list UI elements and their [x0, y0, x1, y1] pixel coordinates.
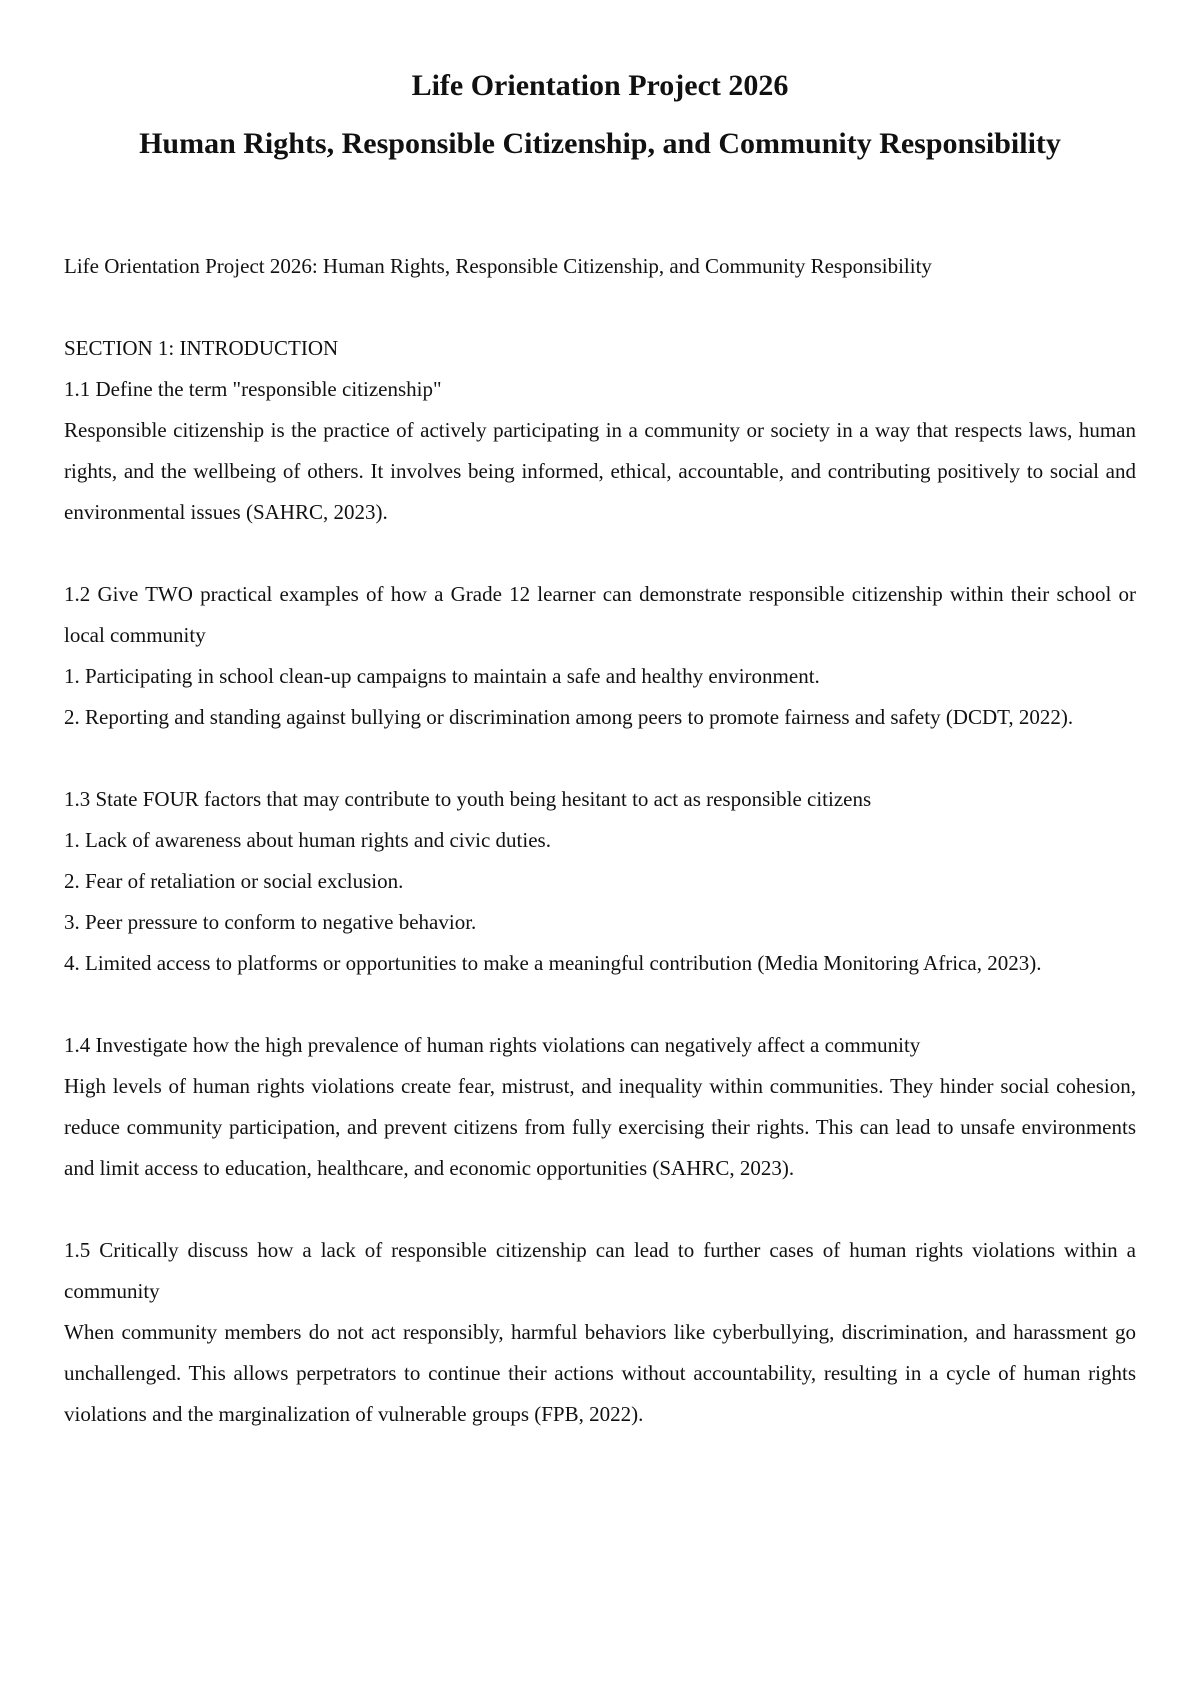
answer-1-4: High levels of human rights violations create fear, mistrust, and inequality within communities. They hinder social cohesion, reduce community participation, and prevent citizens from fully exercising their rights. This can lead to unsafe environments and limit access to education, healthcare, and economic opportunities (SAHRC, 2023).	[64, 1074, 1136, 1180]
question-1-5: 1.5 Critically discuss how a lack of responsible citizenship can lead to further cases of human rights violations within a community	[64, 1238, 1136, 1303]
spacer	[64, 984, 1136, 1025]
list-item: 2. Reporting and standing against bullying or discrimination among peers to promote fairness and safety (DCDT, 2022).	[64, 705, 1074, 729]
document-subtitle: Human Rights, Responsible Citizenship, and Community Responsibility	[139, 127, 1061, 160]
list-item: 1. Participating in school clean-up campaigns to maintain a safe and healthy environment.	[64, 664, 820, 688]
list-item: 1. Lack of awareness about human rights and civic duties.	[64, 828, 551, 852]
question-1-3: 1.3 State FOUR factors that may contribute to youth being hesitant to act as responsible citizens	[64, 787, 872, 811]
answer-1-5: When community members do not act responsibly, harmful behaviors like cyberbullying, discrimination, and harassment go unchallenged. This allows perpetrators to continue their actions without accountability, resulting in a cycle of human rights violations and the marginalization of vulnerable groups (FPB, 2022).	[64, 1320, 1136, 1426]
document-title: Life Orientation Project 2026	[411, 69, 789, 102]
spacer	[64, 1189, 1136, 1230]
list-item: 2. Fear of retaliation or social exclusion.	[64, 869, 404, 893]
answer-1-1: Responsible citizenship is the practice of actively participating in a community or society in a way that respects laws, human rights, and the wellbeing of others. It involves being informed, ethical, accountable, and contributing positively to social and environmental issues (SAHRC, 2023).	[64, 418, 1136, 524]
list-item: 4. Limited access to platforms or opportunities to make a meaningful contribution (Media Monitoring Africa, 2023).	[64, 951, 1042, 975]
spacer	[64, 287, 1136, 328]
question-1-1: 1.1 Define the term "responsible citizenship"	[64, 377, 442, 401]
spacer	[64, 533, 1136, 574]
document-body	[64, 246, 1136, 1435]
lead-line: Life Orientation Project 2026: Human Rights, Responsible Citizenship, and Community Responsibility	[64, 254, 932, 278]
spacer	[64, 738, 1136, 779]
list-item: 3. Peer pressure to conform to negative behavior.	[64, 910, 477, 934]
answer-list-1-2	[64, 656, 1136, 738]
question-1-4: 1.4 Investigate how the high prevalence of human rights violations can negatively affect a community	[64, 1033, 921, 1057]
question-1-2: 1.2 Give TWO practical examples of how a Grade 12 learner can demonstrate responsible citizenship within their school or local community	[64, 582, 1136, 647]
answer-list-1-3	[64, 820, 1136, 984]
section-heading: SECTION 1: INTRODUCTION	[64, 336, 339, 360]
